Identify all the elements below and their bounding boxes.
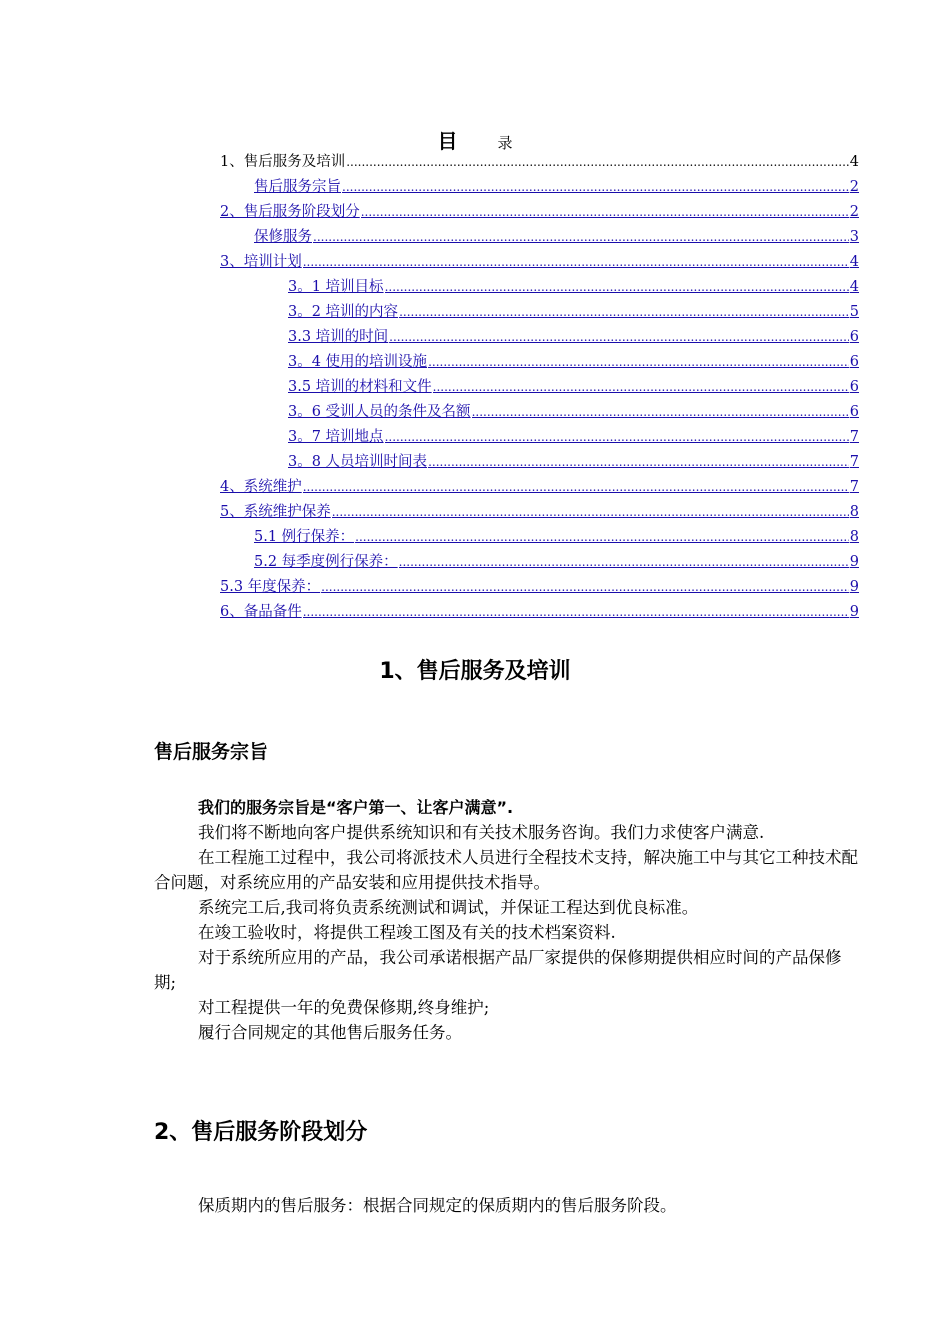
toc-entry-page: 5 xyxy=(849,304,859,320)
body-paragraph: 系统完工后,我司将负责系统测试和调试，并保证工程达到优良标准。 xyxy=(198,898,699,917)
toc-entry-label: 3。1 培训目标 xyxy=(288,279,384,295)
toc-entry-page: 4 xyxy=(849,279,859,295)
section-2-paragraph: 保质期内的售后服务：根据合同规定的保质期内的售后服务阶段。 xyxy=(198,1196,677,1215)
toc-entry-page: 7 xyxy=(849,479,859,495)
toc-entry-label: 6、备品备件 xyxy=(220,604,302,620)
toc-leader xyxy=(346,153,849,171)
toc-leader xyxy=(303,603,849,621)
toc-title-main: 目 xyxy=(437,129,458,153)
toc-leader xyxy=(361,203,849,221)
toc-entry-page: 9 xyxy=(849,554,859,570)
toc-leader xyxy=(303,253,849,271)
toc-entry-label: 3。2 培训的内容 xyxy=(288,304,399,320)
toc-leader xyxy=(399,303,849,321)
toc-leader xyxy=(332,503,849,521)
toc-entry-label: 3。7 培训地点 xyxy=(288,429,384,445)
toc-entry-label: 5.3 年度保养： xyxy=(220,579,321,595)
toc-entry[interactable] xyxy=(220,574,859,596)
toc-entry-page: 2 xyxy=(849,204,859,220)
toc-leader xyxy=(313,228,849,246)
toc-entry-label: 3。4 使用的培训设施 xyxy=(288,354,428,370)
toc-leader xyxy=(472,403,849,421)
toc-entry-label: 2、售后服务阶段划分 xyxy=(220,204,360,220)
toc-entry-label: 3.3 培训的时间 xyxy=(288,329,389,345)
body-paragraph: 对工程提供一年的免费保修期,终身维护; xyxy=(198,998,490,1017)
toc-entry-page: 6 xyxy=(849,354,859,370)
toc-entry[interactable] xyxy=(288,324,859,346)
toc-entry-label: 3、培训计划 xyxy=(220,254,302,270)
toc-entry-label: 1、售后服务及培训 xyxy=(220,154,346,170)
toc-entry-label: 3。8 人员培训时间表 xyxy=(288,454,428,470)
toc-entry-label: 保修服务 xyxy=(254,229,312,245)
body-paragraph: 我们将不断地向客户提供系统知识和有关技术服务咨询。我们力求使客户满意. xyxy=(198,823,765,842)
toc-entry[interactable] xyxy=(220,474,859,496)
toc-entry-page: 9 xyxy=(849,604,859,620)
toc-entry[interactable] xyxy=(220,149,859,171)
section-1-heading: 1、售后服务及培训 xyxy=(379,659,571,684)
toc-entry[interactable] xyxy=(288,449,859,471)
toc-entry[interactable] xyxy=(254,174,859,196)
body-paragraph: 在工程施工过程中，我公司将派技术人员进行全程技术支持，解决施工中与其它工种技术配合问题，对系统应用的产品安装和应用提供技术指导。 xyxy=(154,848,858,892)
toc-entry-page: 8 xyxy=(849,504,859,520)
toc-entry-label: 4、系统维护 xyxy=(220,479,302,495)
toc-entry[interactable] xyxy=(220,499,859,521)
toc-leader xyxy=(428,453,849,471)
toc-entry-label: 5、系统维护保养 xyxy=(220,504,331,520)
toc-entry[interactable] xyxy=(220,249,859,271)
toc-entry[interactable] xyxy=(288,374,859,396)
toc-entry-label: 5.2 每季度例行保养： xyxy=(254,554,398,570)
body-paragraph: 对于系统所应用的产品，我公司承诺根据产品厂家提供的保修期提供相应时间的产品保修期; xyxy=(154,948,842,992)
toc-leader xyxy=(399,553,849,571)
toc-entry[interactable] xyxy=(220,199,859,221)
toc-leader xyxy=(342,178,849,196)
toc-leader xyxy=(355,528,849,546)
toc-entry-label: 5.1 例行保养： xyxy=(254,529,355,545)
toc-entry-label: 3.5 培训的材料和文件 xyxy=(288,379,432,395)
toc-entry-label: 3。6 受训人员的条件及名额 xyxy=(288,404,471,420)
toc-entry-page: 4 xyxy=(849,154,859,170)
toc-entry-page: 6 xyxy=(849,379,859,395)
toc-entry[interactable] xyxy=(288,399,859,421)
toc-entry-page: 7 xyxy=(849,429,859,445)
toc-leader xyxy=(433,378,849,396)
service-motto: 我们的服务宗旨是“客户第一、让客户满意”. xyxy=(198,798,514,817)
toc-entry-page: 8 xyxy=(849,529,859,545)
section-1-subheading: 售后服务宗旨 xyxy=(154,741,269,763)
toc-title-sub: 录 xyxy=(497,134,513,152)
toc-entry[interactable] xyxy=(220,599,859,621)
section-1-body xyxy=(154,795,860,1045)
toc-entry-page: 7 xyxy=(849,454,859,470)
toc-entry[interactable] xyxy=(288,299,859,321)
toc-leader xyxy=(321,578,849,596)
toc-entry[interactable] xyxy=(254,224,859,246)
toc-leader xyxy=(303,478,849,496)
toc-entry-page: 6 xyxy=(849,329,859,345)
toc-entry-page: 9 xyxy=(849,579,859,595)
toc-entry[interactable] xyxy=(254,524,859,546)
toc-entry-page: 4 xyxy=(849,254,859,270)
toc-entry[interactable] xyxy=(254,549,859,571)
toc-entry[interactable] xyxy=(288,349,859,371)
toc-entry[interactable] xyxy=(288,274,859,296)
toc-entry[interactable] xyxy=(288,424,859,446)
toc-leader xyxy=(389,328,849,346)
toc-leader xyxy=(428,353,849,371)
toc-leader xyxy=(385,428,849,446)
toc-entry-page: 3 xyxy=(849,229,859,245)
toc-entry-page: 2 xyxy=(849,179,859,195)
toc-entry-page: 6 xyxy=(849,404,859,420)
toc-entry-label: 售后服务宗旨 xyxy=(254,179,341,195)
body-paragraph: 在竣工验收时，将提供工程竣工图及有关的技术档案资料. xyxy=(198,923,616,942)
section-2-heading: 2、售后服务阶段划分 xyxy=(154,1120,368,1145)
toc-leader xyxy=(385,278,849,296)
body-paragraph: 履行合同规定的其他售后服务任务。 xyxy=(198,1023,462,1042)
